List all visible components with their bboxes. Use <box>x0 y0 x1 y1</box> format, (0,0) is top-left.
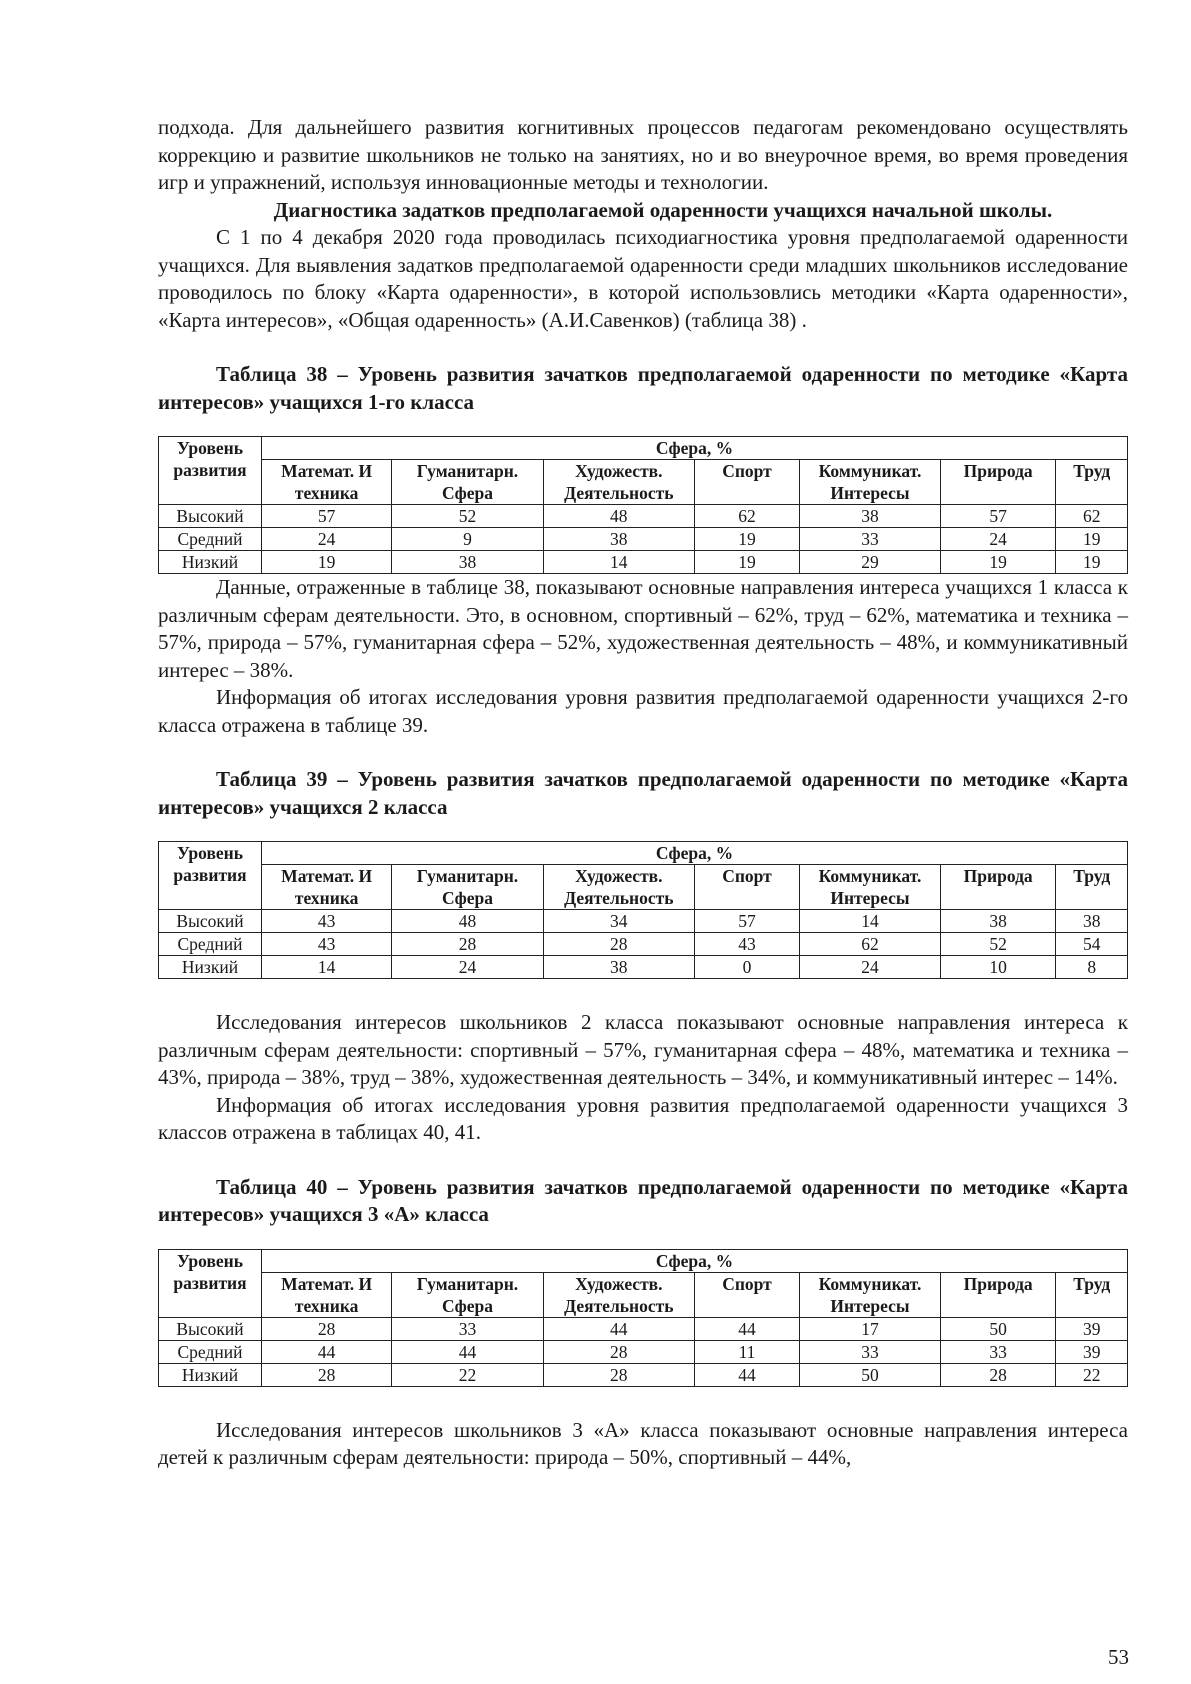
col-art-header: Художеств. Деятельность <box>543 865 694 910</box>
col-nature-header: Природа <box>940 460 1056 505</box>
cell: 19 <box>694 528 799 551</box>
cell: 28 <box>543 1340 694 1363</box>
col-humanities-header: Гуманитарн. Сфера <box>392 460 543 505</box>
after-table-38-paragraph-2: Информация об итогах исследования уровня развития предполагаемой одаренности учащихся 2-го класса отражена в таблице 39. <box>158 685 1128 737</box>
row-level: Низкий <box>159 956 262 979</box>
table-row <box>159 551 1128 574</box>
cell: 44 <box>543 1317 694 1340</box>
table-row <box>159 1317 1128 1340</box>
after-table-40-paragraph-1: Исследования интересов школьников 3 «А» класса показывают основные направления интереса детей к различным сферам деятельности: природа – 50%, спортивный – 44%, <box>158 1417 1128 1469</box>
row-level: Высокий <box>159 910 262 933</box>
cell: 17 <box>800 1317 941 1340</box>
level-header: Уровень развития <box>159 1249 262 1317</box>
cell: 54 <box>1056 933 1128 956</box>
table-row <box>159 528 1128 551</box>
col-communication-header: Коммуникат. Интересы <box>800 460 941 505</box>
cell: 57 <box>940 505 1056 528</box>
table-row <box>159 956 1128 979</box>
after-table-38-paragraph-1: Данные, отраженные в таблице 38, показывают основные направления интереса учащихся 1 класса к различным сферам деятельности. Это, в основном, спортивный – 62%, труд – 62%, математика и техника – 57%, природа – 57%, гуманитарная сфера – 52%, художественная деятельность – 48%, и коммуникативный интерес – 38%. <box>158 575 1128 682</box>
cell: 44 <box>261 1340 391 1363</box>
cell: 52 <box>392 505 543 528</box>
col-art-header: Художеств. Деятельность <box>543 1272 694 1317</box>
row-level: Средний <box>159 933 262 956</box>
cell: 38 <box>543 528 694 551</box>
cell: 50 <box>940 1317 1056 1340</box>
col-labor-header: Труд <box>1056 460 1128 505</box>
cell: 48 <box>543 505 694 528</box>
cell: 43 <box>261 933 391 956</box>
row-level: Низкий <box>159 551 262 574</box>
cell: 28 <box>940 1363 1056 1386</box>
sphere-group-header: Сфера, % <box>261 842 1127 865</box>
level-header: Уровень развития <box>159 437 262 505</box>
col-labor-header: Труд <box>1056 1272 1128 1317</box>
table-40 <box>158 1249 1128 1387</box>
table-row <box>159 505 1128 528</box>
level-header: Уровень развития <box>159 842 262 910</box>
cell: 62 <box>694 505 799 528</box>
cell: 28 <box>543 1363 694 1386</box>
cell: 38 <box>543 956 694 979</box>
table-39 <box>158 841 1128 979</box>
cell: 19 <box>261 551 391 574</box>
document-page <box>158 114 1128 1472</box>
col-labor-header: Труд <box>1056 865 1128 910</box>
cell: 48 <box>392 910 543 933</box>
col-math-header: Математ. И техника <box>261 1272 391 1317</box>
cell: 19 <box>940 551 1056 574</box>
table-row <box>159 910 1128 933</box>
row-level: Высокий <box>159 1317 262 1340</box>
cell: 33 <box>392 1317 543 1340</box>
cell: 14 <box>261 956 391 979</box>
cell: 14 <box>800 910 941 933</box>
cell: 39 <box>1056 1340 1128 1363</box>
cell: 24 <box>392 956 543 979</box>
cell: 43 <box>261 910 391 933</box>
cell: 22 <box>392 1363 543 1386</box>
cell: 0 <box>694 956 799 979</box>
table-row <box>159 933 1128 956</box>
cell: 19 <box>1056 551 1128 574</box>
col-communication-header: Коммуникат. Интересы <box>800 1272 941 1317</box>
table-row <box>159 1363 1128 1386</box>
col-sport-header: Спорт <box>694 460 799 505</box>
col-math-header: Математ. И техника <box>261 460 391 505</box>
section-heading: Диагностика задатков предполагаемой одаренности учащихся начальной школы. <box>273 197 1053 222</box>
table-38 <box>158 436 1128 574</box>
cell: 19 <box>694 551 799 574</box>
cell: 9 <box>392 528 543 551</box>
intro-paragraph: подхода. Для дальнейшего развития когнитивных процессов педагогам рекомендовано осуществлять коррекцию и развитие школьников не только на занятиях, но и во внеурочное время, во время проведения игр и упражнений, используя инновационные методы и технологии. <box>158 115 1128 194</box>
cell: 24 <box>261 528 391 551</box>
row-level: Низкий <box>159 1363 262 1386</box>
cell: 33 <box>800 528 941 551</box>
cell: 38 <box>940 910 1056 933</box>
row-level: Средний <box>159 1340 262 1363</box>
cell: 38 <box>1056 910 1128 933</box>
sphere-group-header: Сфера, % <box>261 1249 1127 1272</box>
col-art-header: Художеств. Деятельность <box>543 460 694 505</box>
cell: 44 <box>392 1340 543 1363</box>
cell: 44 <box>694 1363 799 1386</box>
table-40-caption: Таблица 40 – Уровень развития зачатков предполагаемой одаренности по методике «Карта интересов» учащихся 3 «А» класса <box>158 1174 1128 1226</box>
section-paragraph: С 1 по 4 декабря 2020 года проводилась психодиагностика уровня предполагаемой одаренности учащихся. Для выявления задатков предполагаемой одаренности среди младших школьников исследование проводилось по блоку «Карта одаренности», в которой использовлись методики «Карта одаренности», «Карта интересов», «Общая одаренность» (А.И.Савенков) (таблица 38) . <box>158 225 1128 332</box>
row-level: Средний <box>159 528 262 551</box>
cell: 10 <box>940 956 1056 979</box>
sphere-group-header: Сфера, % <box>261 437 1127 460</box>
cell: 34 <box>543 910 694 933</box>
cell: 28 <box>261 1317 391 1340</box>
after-table-39-paragraph-2: Информация об итогах исследования уровня развития предполагаемой одаренности учащихся 3 классов отражена в таблицах 40, 41. <box>158 1092 1128 1144</box>
cell: 29 <box>800 551 941 574</box>
cell: 24 <box>800 956 941 979</box>
cell: 62 <box>800 933 941 956</box>
cell: 43 <box>694 933 799 956</box>
col-math-header: Математ. И техника <box>261 865 391 910</box>
cell: 50 <box>800 1363 941 1386</box>
row-level: Высокий <box>159 505 262 528</box>
cell: 57 <box>694 910 799 933</box>
cell: 33 <box>800 1340 941 1363</box>
cell: 57 <box>261 505 391 528</box>
table-39-caption: Таблица 39 – Уровень развития зачатков предполагаемой одаренности по методике «Карта интересов» учащихся 2 класса <box>158 767 1128 819</box>
cell: 11 <box>694 1340 799 1363</box>
cell: 14 <box>543 551 694 574</box>
cell: 39 <box>1056 1317 1128 1340</box>
col-humanities-header: Гуманитарн. Сфера <box>392 865 543 910</box>
cell: 28 <box>543 933 694 956</box>
cell: 38 <box>800 505 941 528</box>
cell: 24 <box>940 528 1056 551</box>
col-nature-header: Природа <box>940 1272 1056 1317</box>
page-number: 53 <box>1108 1645 1129 1669</box>
table-row <box>159 1340 1128 1363</box>
cell: 28 <box>392 933 543 956</box>
cell: 28 <box>261 1363 391 1386</box>
col-nature-header: Природа <box>940 865 1056 910</box>
cell: 19 <box>1056 528 1128 551</box>
cell: 33 <box>940 1340 1056 1363</box>
cell: 62 <box>1056 505 1128 528</box>
cell: 38 <box>392 551 543 574</box>
col-sport-header: Спорт <box>694 1272 799 1317</box>
col-communication-header: Коммуникат. Интересы <box>800 865 941 910</box>
col-sport-header: Спорт <box>694 865 799 910</box>
after-table-39-paragraph-1: Исследования интересов школьников 2 класса показывают основные направления интереса к различным сферам деятельности: спортивный – 57%, гуманитарная сфера – 48%, математика и техника – 43%, природа – 38%, труд – 38%, художественная деятельность – 34%, и коммуникативный интерес – 14%. <box>158 1010 1128 1089</box>
cell: 8 <box>1056 956 1128 979</box>
cell: 22 <box>1056 1363 1128 1386</box>
cell: 52 <box>940 933 1056 956</box>
col-humanities-header: Гуманитарн. Сфера <box>392 1272 543 1317</box>
table-38-caption: Таблица 38 – Уровень развития зачатков предполагаемой одаренности по методике «Карта интересов» учащихся 1-го класса <box>158 362 1128 414</box>
cell: 44 <box>694 1317 799 1340</box>
